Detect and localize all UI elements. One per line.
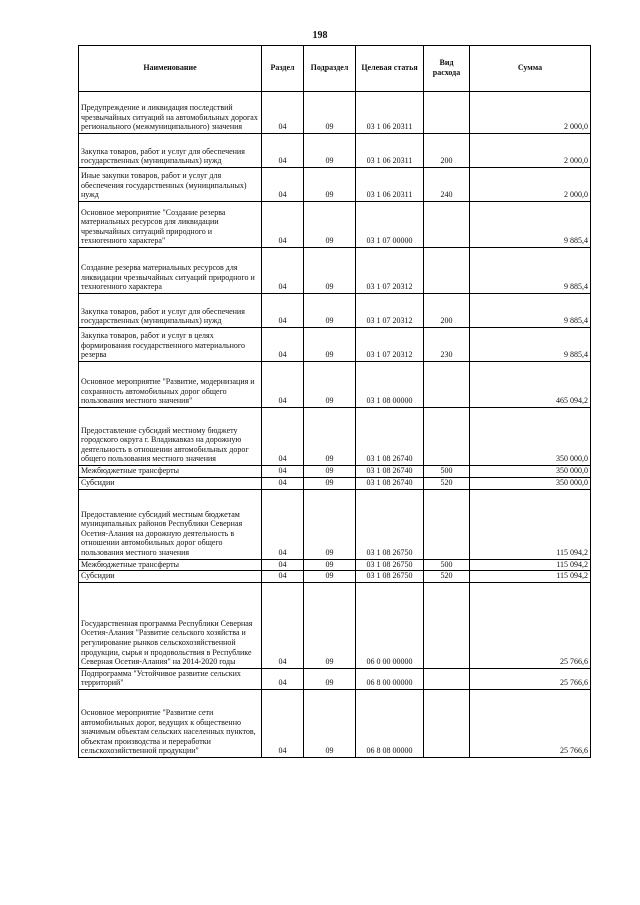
row-sum: 350 000,0 xyxy=(470,466,591,478)
row-name: Предоставление субсидий местным бюджетам муниципальных районов Республики Северная Осетия-Алания на дорожную деятельность в отношении автомобильных дорог общего пользования местного значения xyxy=(79,489,262,559)
row-target: 03 1 08 26750 xyxy=(356,559,424,571)
row-razdel: 04 xyxy=(262,559,304,571)
table-row xyxy=(79,294,591,328)
row-target: 03 1 08 26740 xyxy=(356,477,424,489)
row-sum: 115 094,2 xyxy=(470,571,591,583)
table-row xyxy=(79,477,591,489)
row-podrazdel: 09 xyxy=(304,571,356,583)
table-row xyxy=(79,559,591,571)
row-razdel: 04 xyxy=(262,134,304,168)
row-podrazdel: 09 xyxy=(304,248,356,294)
row-sum: 115 094,2 xyxy=(470,489,591,559)
row-podrazdel: 09 xyxy=(304,689,356,757)
row-sum: 2 000,0 xyxy=(470,92,591,134)
row-sum: 2 000,0 xyxy=(470,134,591,168)
row-podrazdel: 09 xyxy=(304,362,356,408)
row-razdel: 04 xyxy=(262,408,304,466)
row-razdel: 04 xyxy=(262,668,304,689)
row-vid xyxy=(424,689,470,757)
row-vid: 520 xyxy=(424,477,470,489)
row-target: 06 8 00 00000 xyxy=(356,668,424,689)
row-sum: 9 885,4 xyxy=(470,202,591,248)
row-sum: 9 885,4 xyxy=(470,328,591,362)
row-name: Иные закупки товаров, работ и услуг для обеспечения государственных (муниципальных) нужд xyxy=(79,168,262,202)
row-name: Закупка товаров, работ и услуг для обеспечения государственных (муниципальных) нужд xyxy=(79,294,262,328)
row-sum: 2 000,0 xyxy=(470,168,591,202)
row-sum: 350 000,0 xyxy=(470,408,591,466)
header-name: Наименование xyxy=(79,46,262,92)
row-razdel: 04 xyxy=(262,582,304,668)
table-row xyxy=(79,168,591,202)
row-name: Субсидии xyxy=(79,477,262,489)
row-razdel: 04 xyxy=(262,571,304,583)
row-podrazdel: 09 xyxy=(304,559,356,571)
row-podrazdel: 09 xyxy=(304,466,356,478)
row-podrazdel: 09 xyxy=(304,408,356,466)
row-razdel: 04 xyxy=(262,489,304,559)
row-razdel: 04 xyxy=(262,477,304,489)
row-podrazdel: 09 xyxy=(304,668,356,689)
row-name: Предоставление субсидий местному бюджету городского округа г. Владикавказ на дорожную деятельность в отношении автомобильных дорог общего пользования местного значения xyxy=(79,408,262,466)
row-name: Закупка товаров, работ и услуг в целях формирования государственного материального резерва xyxy=(79,328,262,362)
row-target: 03 1 07 20312 xyxy=(356,248,424,294)
header-vid: Вид расхода xyxy=(424,46,470,92)
row-vid: 200 xyxy=(424,294,470,328)
header-razdel: Раздел xyxy=(262,46,304,92)
row-name: Межбюджетные трансферты xyxy=(79,559,262,571)
table-row xyxy=(79,328,591,362)
table-row xyxy=(79,134,591,168)
row-podrazdel: 09 xyxy=(304,582,356,668)
table-row xyxy=(79,466,591,478)
row-vid xyxy=(424,668,470,689)
row-name: Основное мероприятие "Развитие, модернизация и сохранность автомобильных дорог общего пользования местного значения" xyxy=(79,362,262,408)
row-sum: 9 885,4 xyxy=(470,248,591,294)
row-razdel: 04 xyxy=(262,362,304,408)
row-razdel: 04 xyxy=(262,248,304,294)
row-sum: 465 094,2 xyxy=(470,362,591,408)
table-row xyxy=(79,362,591,408)
row-target: 03 1 08 26750 xyxy=(356,489,424,559)
row-vid xyxy=(424,202,470,248)
row-vid xyxy=(424,582,470,668)
row-target: 03 1 06 20311 xyxy=(356,134,424,168)
row-vid xyxy=(424,408,470,466)
row-sum: 25 766,6 xyxy=(470,668,591,689)
row-name: Предупреждение и ликвидация последствий чрезвычайных ситуаций на автомобильных дорогах регионального (межмуниципального) значения xyxy=(79,92,262,134)
table-body xyxy=(79,92,591,758)
row-podrazdel: 09 xyxy=(304,92,356,134)
row-sum: 25 766,6 xyxy=(470,689,591,757)
row-sum: 115 094,2 xyxy=(470,559,591,571)
row-podrazdel: 09 xyxy=(304,168,356,202)
row-podrazdel: 09 xyxy=(304,202,356,248)
row-name: Основное мероприятие "Развитие сети автомобильных дорог, ведущих к общественно значимым объектам сельских населенных пунктов, объектам производства и переработки сельскохозяйственной продукции" xyxy=(79,689,262,757)
header-podrazdel: Подраздел xyxy=(304,46,356,92)
header-target: Целевая статья xyxy=(356,46,424,92)
row-vid: 500 xyxy=(424,559,470,571)
row-target: 03 1 06 20311 xyxy=(356,92,424,134)
row-target: 03 1 06 20311 xyxy=(356,168,424,202)
table-row xyxy=(79,408,591,466)
row-podrazdel: 09 xyxy=(304,489,356,559)
table-row xyxy=(79,202,591,248)
row-vid: 520 xyxy=(424,571,470,583)
table-row xyxy=(79,489,591,559)
row-sum: 9 885,4 xyxy=(470,294,591,328)
header-sum: Сумма xyxy=(470,46,591,92)
row-podrazdel: 09 xyxy=(304,294,356,328)
row-vid: 200 xyxy=(424,134,470,168)
row-podrazdel: 09 xyxy=(304,134,356,168)
row-sum: 350 000,0 xyxy=(470,477,591,489)
row-name: Создание резерва материальных ресурсов для ликвидации чрезвычайных ситуаций природного и техногенного характера xyxy=(79,248,262,294)
row-razdel: 04 xyxy=(262,328,304,362)
row-vid xyxy=(424,489,470,559)
table-row xyxy=(79,668,591,689)
row-razdel: 04 xyxy=(262,689,304,757)
row-target: 03 1 08 26740 xyxy=(356,466,424,478)
row-name: Подпрограмма "Устойчивое развитие сельских территорий" xyxy=(79,668,262,689)
row-target: 03 1 08 00000 xyxy=(356,362,424,408)
table-row xyxy=(79,92,591,134)
row-podrazdel: 09 xyxy=(304,477,356,489)
row-razdel: 04 xyxy=(262,466,304,478)
row-vid: 230 xyxy=(424,328,470,362)
row-target: 03 1 08 26750 xyxy=(356,571,424,583)
row-name: Закупка товаров, работ и услуг для обеспечения государственных (муниципальных) нужд xyxy=(79,134,262,168)
table-row xyxy=(79,689,591,757)
row-target: 03 1 07 20312 xyxy=(356,294,424,328)
row-target: 03 1 07 20312 xyxy=(356,328,424,362)
row-vid xyxy=(424,362,470,408)
table-row xyxy=(79,582,591,668)
row-target: 03 1 07 00000 xyxy=(356,202,424,248)
row-name: Основное мероприятие "Создание резерва материальных ресурсов для ликвидации чрезвычайных ситуаций природного и техногенного характера" xyxy=(79,202,262,248)
row-razdel: 04 xyxy=(262,168,304,202)
row-name: Межбюджетные трансферты xyxy=(79,466,262,478)
row-vid xyxy=(424,248,470,294)
table-row xyxy=(79,571,591,583)
row-target: 06 8 08 00000 xyxy=(356,689,424,757)
row-target: 03 1 08 26740 xyxy=(356,408,424,466)
row-target: 06 0 00 00000 xyxy=(356,582,424,668)
page-number: 198 xyxy=(312,30,328,41)
table-row xyxy=(79,248,591,294)
row-vid: 240 xyxy=(424,168,470,202)
row-vid: 500 xyxy=(424,466,470,478)
row-vid xyxy=(424,92,470,134)
row-razdel: 04 xyxy=(262,294,304,328)
row-razdel: 04 xyxy=(262,92,304,134)
budget-table xyxy=(78,45,591,758)
row-name: Государственная программа Республики Северная Осетия-Алания "Развитие сельского хозяйства и регулирование рынков сельскохозяйственной продукции, сырья и продовольствия в Республике Северная Осетия-Алания" на 2014-2020 годы xyxy=(79,582,262,668)
row-sum: 25 766,6 xyxy=(470,582,591,668)
table-header-row xyxy=(79,46,591,92)
row-podrazdel: 09 xyxy=(304,328,356,362)
row-name: Субсидии xyxy=(79,571,262,583)
row-razdel: 04 xyxy=(262,202,304,248)
